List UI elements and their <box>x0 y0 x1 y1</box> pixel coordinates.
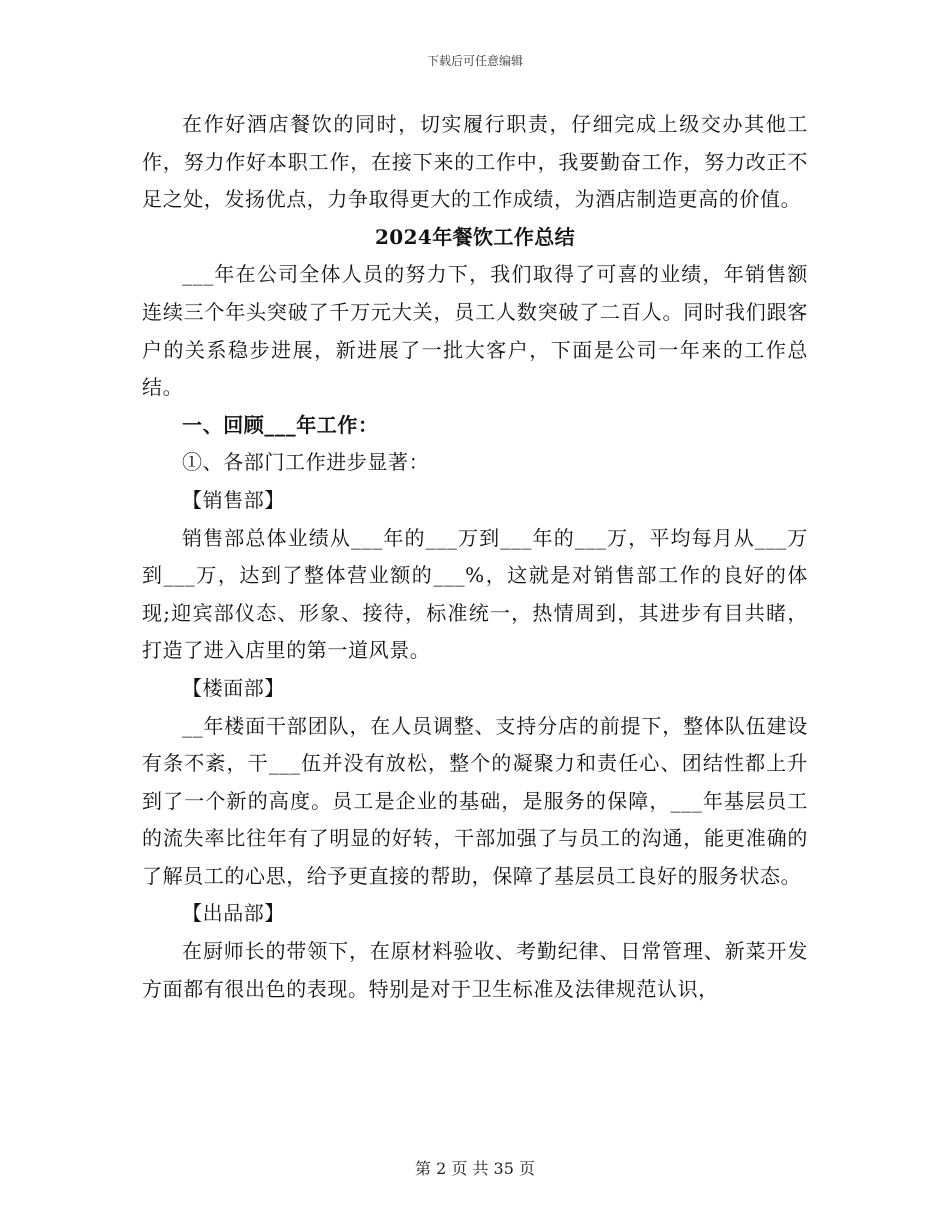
document-body <box>142 106 808 1008</box>
section-label-kitchen: 【出品部】 <box>182 901 285 926</box>
page-number: 第 2 页 共 35 页 <box>415 1159 535 1178</box>
paragraph-floor: __年楼面干部团队，在人员调整、支持分店的前提下，整体队伍建设有条不紊，干___伍并没有放松，整个的凝聚力和责任心、团结性都上升到了一个新的高度。员工是企业的基础，是服务的保障，___年基层员工的流失率比往年有了明显的好转，干部加强了与员工的沟通，能更准确的了解员工的心思，给予更直接的帮助，保障了基层员工良好的服务状态。 <box>142 713 808 888</box>
paragraph-intro: 在作好酒店餐饮的同时，切实履行职责，仔细完成上级交办其他工作，努力作好本职工作，在接下来的工作中，我要勤奋工作，努力改正不足之处，发扬优点，力争取得更大的工作成绩，为酒店制造更高的价值。 <box>142 112 808 212</box>
subheading-departments: ①、各部门工作进步显著： <box>182 450 430 475</box>
document-title: 2024年餐饮工作总结 <box>374 224 576 249</box>
paragraph-summary: ___年在公司全体人员的努力下，我们取得了可喜的业绩，年销售额连续三个年头突破了千万元大关，员工人数突破了二百人。同时我们跟客户的关系稳步进展，新进展了一批大客户，下面是公司一年来的工作总结。 <box>142 262 808 400</box>
section-label-sales: 【销售部】 <box>182 487 285 512</box>
section-label-floor: 【楼面部】 <box>182 675 285 700</box>
section-heading-review: 一、回顾___年工作： <box>182 412 379 437</box>
paragraph-kitchen: 在厨师长的带领下，在原材料验收、考勤纪律、日常管理、新菜开发方面都有很出色的表现。特别是对于卫生标准及法律规范认识， <box>142 939 808 1001</box>
page-header-note: 下载后可任意编辑 <box>426 54 523 68</box>
paragraph-sales: 销售部总体业绩从___年的___万到___年的___万，平均每月从___万到___万，达到了整体营业额的___%，这就是对销售部工作的良好的体现;迎宾部仪态、形象、接待，标准统一，热情周到，其进步有目共睹，打造了进入店里的第一道风景。 <box>142 525 808 663</box>
